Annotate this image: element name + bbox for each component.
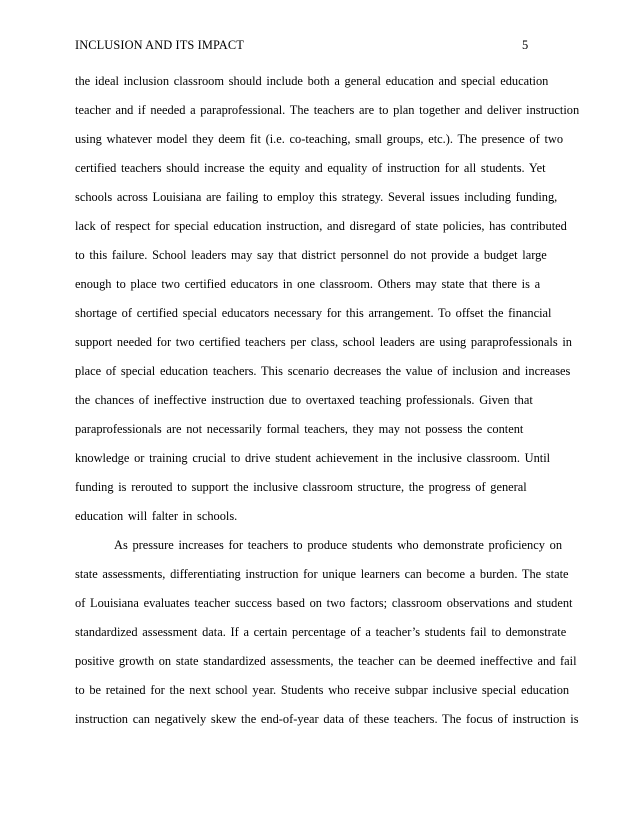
text-line: teacher and if needed a paraprofessional. The teachers are to plan together and deliver instruction [75,103,580,117]
text-line: knowledge or training crucial to drive student achievement in the inclusive classroom. Until [75,451,551,465]
text-line: to be retained for the next school year. Students who receive subpar inclusive special education [75,683,570,697]
text-line: certified teachers should increase the equity and equality of instruction for all students. Yet [75,161,546,175]
text-line: schools across Louisiana are failing to employ this strategy. Several issues including funding, [75,190,558,204]
text-line: standardized assessment data. If a certain percentage of a teacher’s students fail to demonstrate [75,625,567,639]
text-line: paraprofessionals are not necessarily formal teachers, they may not possess the content [75,422,524,436]
text-line: funding is rerouted to support the inclusive classroom structure, the progress of general [75,480,527,494]
text-line: lack of respect for special education instruction, and disregard of state policies, has contributed [75,219,567,233]
text-line: the ideal inclusion classroom should include both a general education and special education [75,74,549,88]
text-line: using whatever model they deem fit (i.e. co-teaching, small groups, etc.). The presence of two [75,132,564,146]
running-head: INCLUSION AND ITS IMPACT [75,38,244,52]
paragraph-first-line: As pressure increases for teachers to produce students who demonstrate proficiency on [114,538,563,552]
text-line: to this failure. School leaders may say that district personnel do not provide a budget large [75,248,547,262]
text-line: shortage of certified special educators necessary for this arrangement. To offset the financial [75,306,552,320]
text-line: place of special education teachers. This scenario decreases the value of inclusion and increases [75,364,571,378]
text-line: the chances of ineffective instruction due to overtaxed teaching professionals. Given that [75,393,533,407]
page-number: 5 [522,38,529,52]
text-line: education will falter in schools. [75,509,238,523]
text-line: of Louisiana evaluates teacher success based on two factors; classroom observations and student [75,596,573,610]
text-line: support needed for two certified teachers per class, school leaders are using paraprofessionals in [75,335,572,349]
text-line: state assessments, differentiating instruction for unique learners can become a burden. The state [75,567,569,581]
text-line: enough to place two certified educators in one classroom. Others may state that there is a [75,277,541,291]
text-line: positive growth on state standardized assessments, the teacher can be deemed ineffective and fail [75,654,577,668]
text-line: instruction can negatively skew the end-of-year data of these teachers. The focus of instruction is [75,712,579,726]
